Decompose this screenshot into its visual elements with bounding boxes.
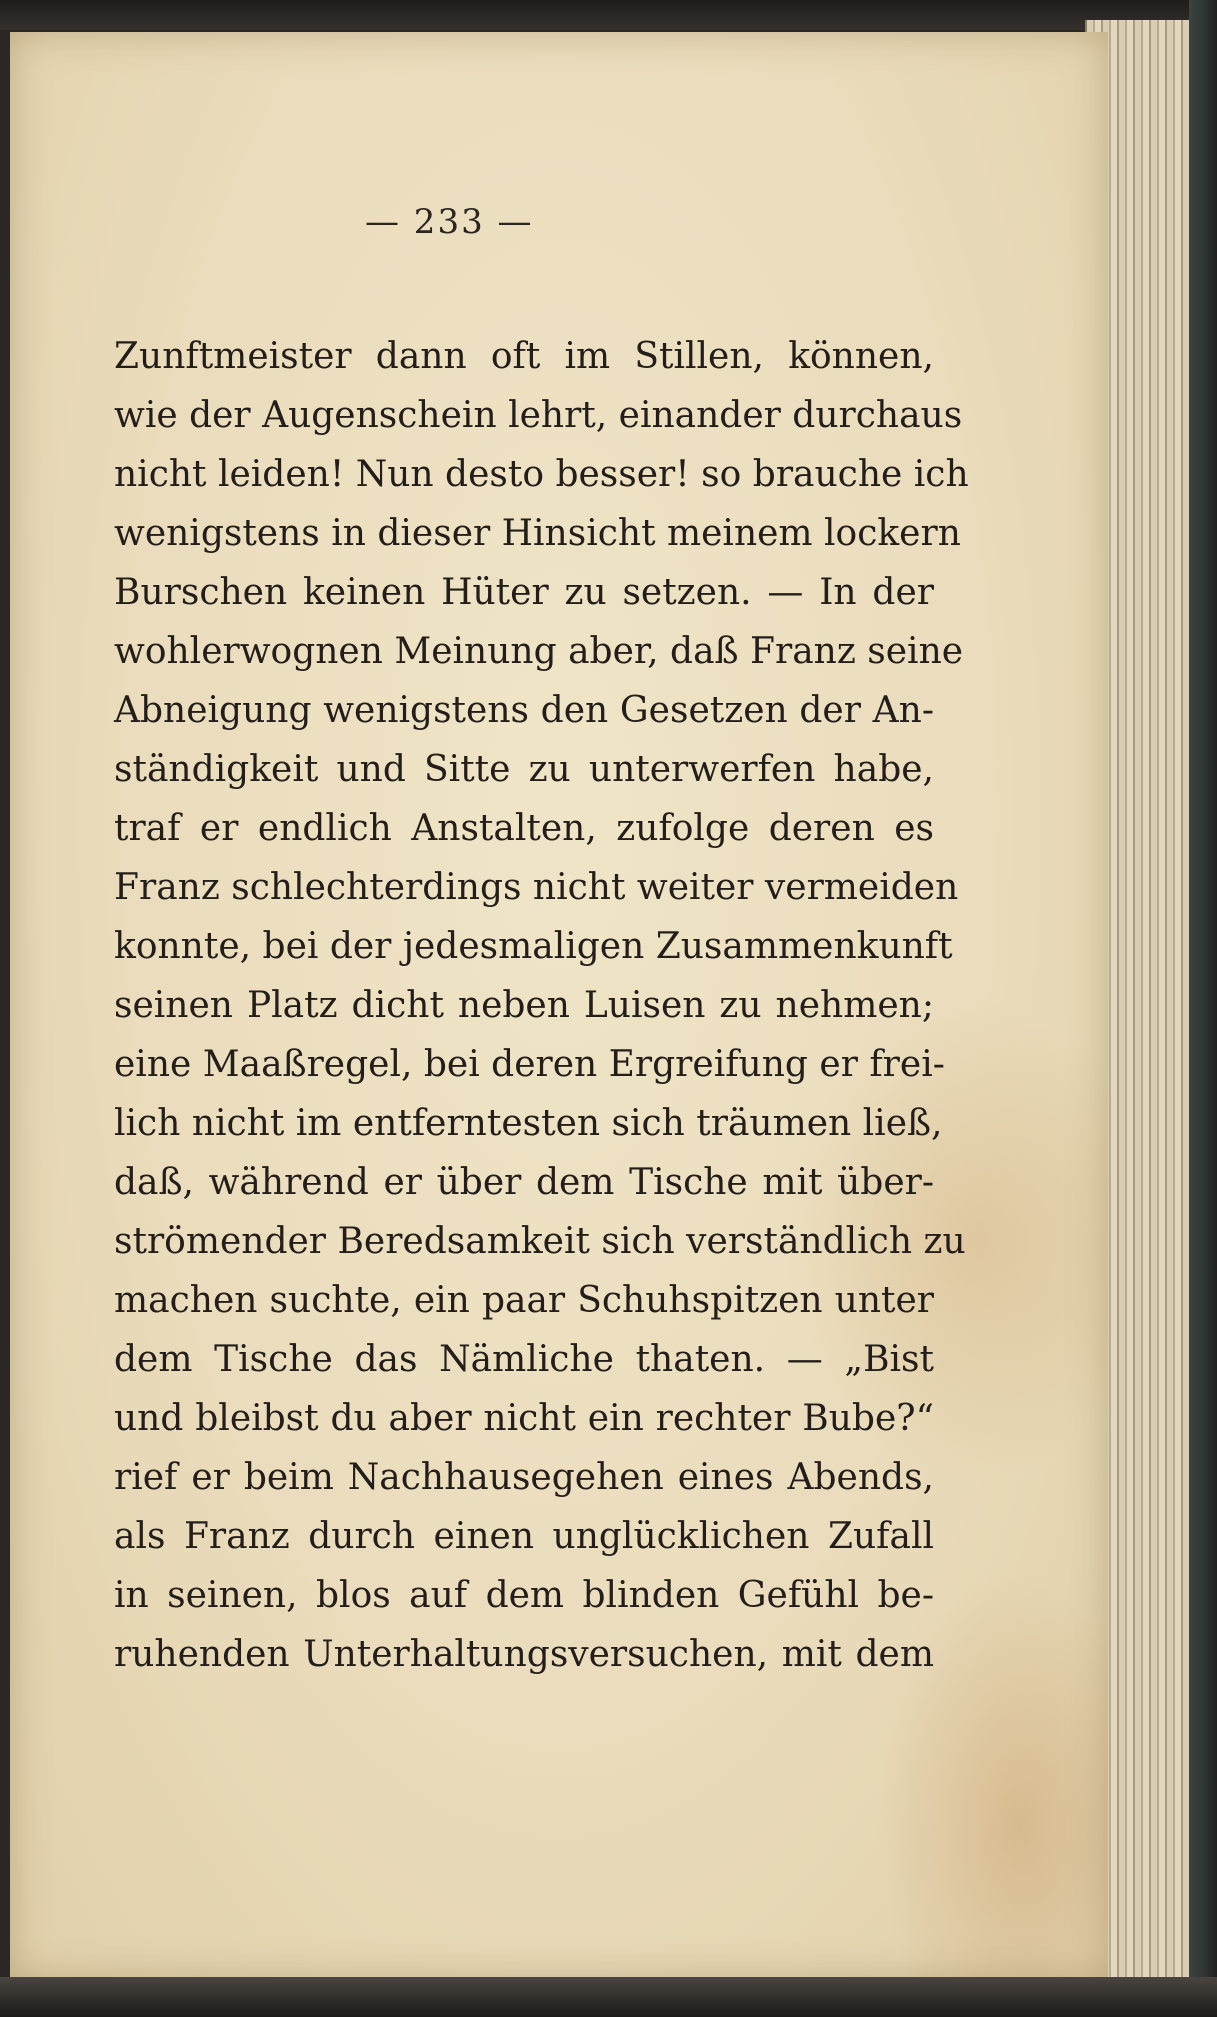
book-cover-spine (1189, 0, 1217, 2017)
book-page (10, 32, 1108, 1980)
text-line: wie der Augenschein lehrt, einander durchaus (114, 395, 963, 436)
text-line: seinen Platz dicht neben Luisen zu nehmen; (114, 985, 934, 1026)
book-cover-top (0, 0, 1217, 30)
text-line: machen suchte, ein paar Schuhspitzen unter (114, 1280, 934, 1321)
text-line: und bleibst du aber nicht ein rechter Bube?“ (114, 1398, 934, 1439)
text-line: traf er endlich Anstalten, zufolge deren es (114, 808, 934, 849)
text-line: Zunftmeister dann oft im Stillen, können, (114, 336, 934, 377)
text-line: konnte, bei der jedesmaligen Zusammenkunft (114, 926, 953, 967)
text-line: rief er beim Nachhausegehen eines Abends, (114, 1457, 934, 1498)
body-text (114, 327, 969, 1684)
text-line: Abneigung wenigstens den Gesetzen der An- (114, 690, 934, 731)
text-line: lich nicht im entferntesten sich träumen ließ, (114, 1103, 943, 1144)
text-line: ständigkeit und Sitte zu unterwerfen habe, (114, 749, 934, 790)
text-line: daß, während er über dem Tische mit über- (114, 1162, 934, 1203)
text-line: dem Tische das Nämliche thaten. — „Bist (114, 1339, 934, 1380)
text-line: nicht leiden! Nun desto besser! so brauche ich (114, 454, 969, 495)
text-line: ruhenden Unterhaltungsversuchen, mit dem (114, 1634, 934, 1675)
book-bottom-edge (0, 1977, 1217, 2017)
text-line: wohlerwognen Meinung aber, daß Franz seine (114, 631, 964, 672)
text-line: Franz schlechterdings nicht weiter vermeiden (114, 867, 959, 908)
text-line: strömender Beredsamkeit sich verständlich zu (114, 1221, 966, 1262)
text-line: wenigstens in dieser Hinsicht meinem lockern (114, 513, 961, 554)
text-line: eine Maaßregel, bei deren Ergreifung er frei- (114, 1044, 945, 1085)
page-number: — 233 — (365, 202, 534, 242)
text-line: in seinen, blos auf dem blinden Gefühl be- (114, 1575, 934, 1616)
text-line: als Franz durch einen unglücklichen Zufall (114, 1516, 934, 1557)
text-line: Burschen keinen Hüter zu setzen. — In der (114, 572, 934, 613)
